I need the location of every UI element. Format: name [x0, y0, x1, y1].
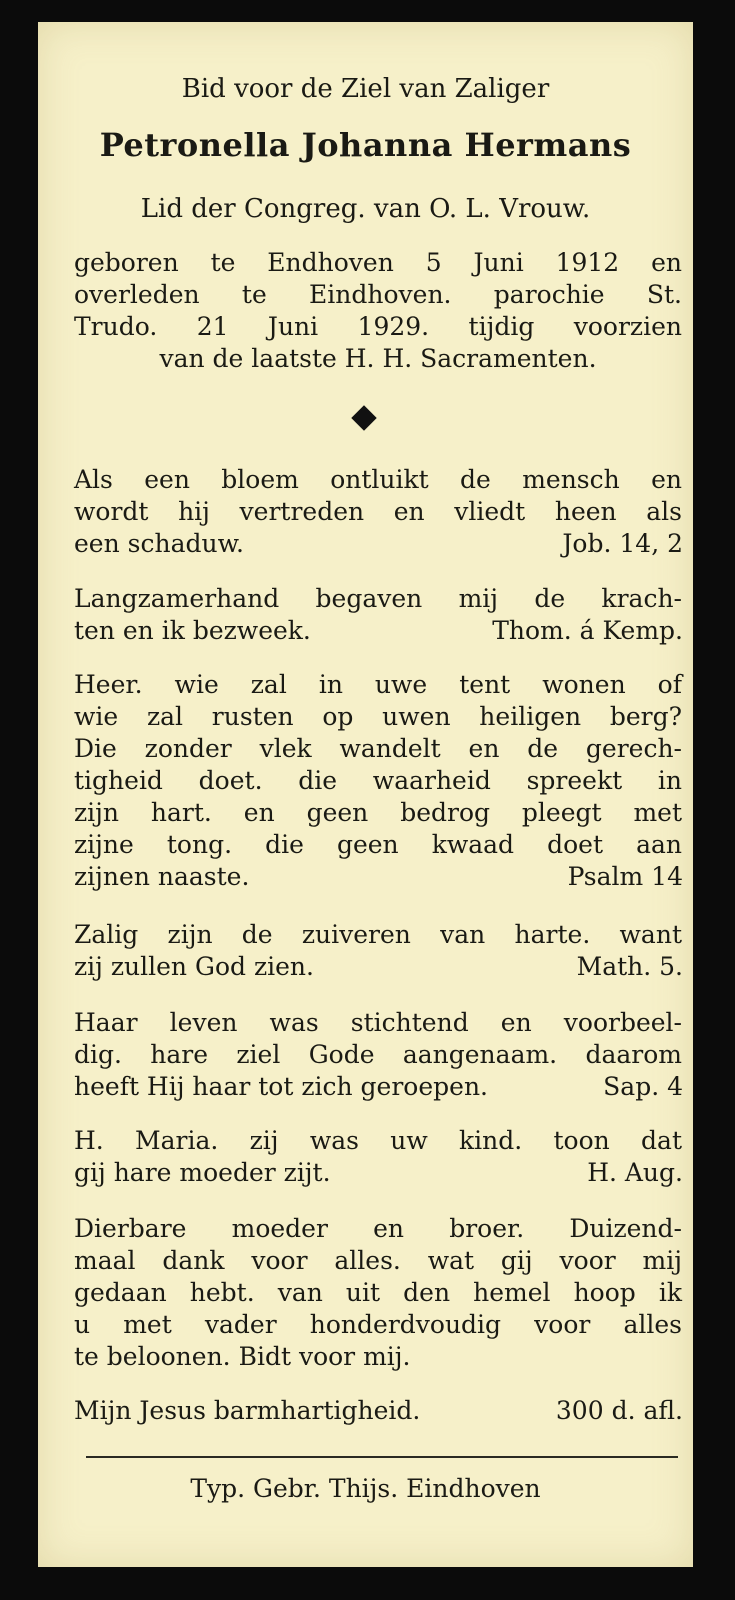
verse-reference: Psalm 14 — [567, 862, 683, 891]
verse-line: gij hare moeder zijt. — [74, 1158, 331, 1187]
verse-line: zij zullen God zien. — [74, 952, 314, 981]
verse-line: maal dank voor alles. wat gij voor mij — [74, 1246, 682, 1275]
verse-line: ten en ik bezweek. — [74, 616, 311, 645]
verse-line: wordt hij vertreden en vliedt heen als — [74, 497, 682, 526]
verse-reference: Sap. 4 — [603, 1072, 683, 1101]
verse-line: Mijn Jesus barmhartigheid. — [74, 1396, 421, 1425]
verse-line: heeft Hij haar tot zich geroepen. — [74, 1072, 488, 1101]
diamond-icon — [351, 405, 376, 430]
verse-reference: H. Aug. — [587, 1158, 683, 1187]
verse-line: zijne tong. die geen kwaad doet aan — [74, 830, 682, 859]
verse-reference: Thom. á Kemp. — [492, 616, 683, 645]
verse-line: dig. hare ziel Gode aangenaam. daarom — [74, 1040, 682, 1069]
verse-line: te beloonen. Bidt voor mij. — [74, 1342, 411, 1371]
bio-line: Trudo. 21 Juni 1929. tijdig voorzien — [74, 312, 682, 341]
verse-line: zijnen naaste. — [74, 862, 250, 891]
verse-line: Als een bloem ontluikt de mensch en — [74, 465, 682, 494]
verse-line: Haar leven was stichtend en voorbeel- — [74, 1008, 682, 1037]
bio-line: van de laatste H. H. Sacramenten. — [159, 344, 597, 373]
verse-line: H. Maria. zij was uw kind. toon dat — [74, 1126, 682, 1155]
verse-line: Zalig zijn de zuiveren van harte. want — [74, 920, 682, 949]
verse-line: Heer. wie zal in uwe tent wonen of — [74, 670, 682, 699]
verse-line: zijn hart. en geen bedrog pleegt met — [74, 798, 682, 827]
verse-line: u met vader honderdvoudig voor alles — [74, 1310, 682, 1339]
printer-credit: Typ. Gebr. Thijs. Eindhoven — [190, 1474, 541, 1503]
verse-line: wie zal rusten op uwen heiligen berg? — [74, 702, 682, 731]
divider-rule — [86, 1456, 678, 1458]
memorial-card — [38, 22, 693, 1567]
verse-reference: 300 d. afl. — [555, 1396, 683, 1425]
verse-line: Langzamerhand begaven mij de krach- — [74, 584, 682, 613]
membership-line: Lid der Congreg. van O. L. Vrouw. — [140, 194, 591, 224]
verse-reference: Math. 5. — [576, 952, 683, 981]
prayer-heading: Bid voor de Ziel van Zaliger — [181, 74, 550, 104]
verse-line: een schaduw. — [74, 529, 244, 558]
bio-line: overleden te Eindhoven. parochie St. — [74, 280, 682, 309]
verse-line: tigheid doet. die waarheid spreekt in — [74, 766, 682, 795]
verse-reference: Job. 14, 2 — [562, 529, 683, 558]
verse-line: gedaan hebt. van uit den hemel hoop ik — [74, 1278, 682, 1307]
verse-line: Die zonder vlek wandelt en de gerech- — [74, 734, 682, 763]
bio-line: geboren te Endhoven 5 Juni 1912 en — [74, 248, 682, 277]
verse-line: Dierbare moeder en broer. Duizend- — [74, 1214, 682, 1243]
deceased-name: Petronella Johanna Hermans — [99, 126, 632, 164]
